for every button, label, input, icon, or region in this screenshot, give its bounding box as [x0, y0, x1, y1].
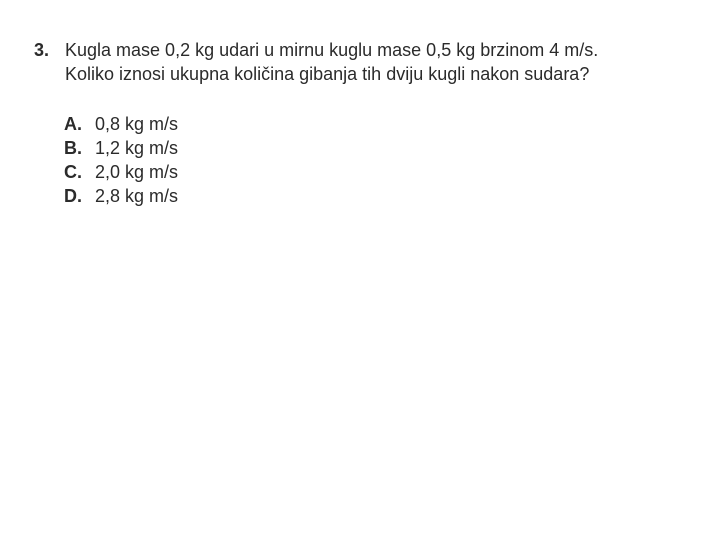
option-d-text: 2,8 kg m/s: [95, 186, 179, 206]
option-a-text: 0,8 kg m/s: [95, 114, 179, 134]
question-line-2: Koliko iznosi ukupna količina gibanja tih dviju kugli nakon sudara?: [65, 64, 590, 84]
question-line-1: Kugla mase 0,2 kg udari u mirnu kuglu mase 0,5 kg brzinom 4 m/s.: [65, 40, 599, 60]
option-c[interactable]: [64, 160, 178, 184]
option-b-letter: B.: [64, 138, 82, 158]
option-b[interactable]: [64, 136, 178, 160]
option-a-letter: A.: [64, 114, 82, 134]
option-d[interactable]: [64, 184, 178, 208]
option-d-letter: D.: [64, 186, 82, 206]
answer-options: [64, 112, 178, 208]
option-a[interactable]: [64, 112, 178, 136]
option-b-text: 1,2 kg m/s: [95, 138, 179, 158]
option-c-text: 2,0 kg m/s: [95, 162, 179, 182]
option-c-letter: C.: [64, 162, 82, 182]
question-number: 3.: [34, 40, 50, 60]
question-text: [65, 38, 598, 86]
